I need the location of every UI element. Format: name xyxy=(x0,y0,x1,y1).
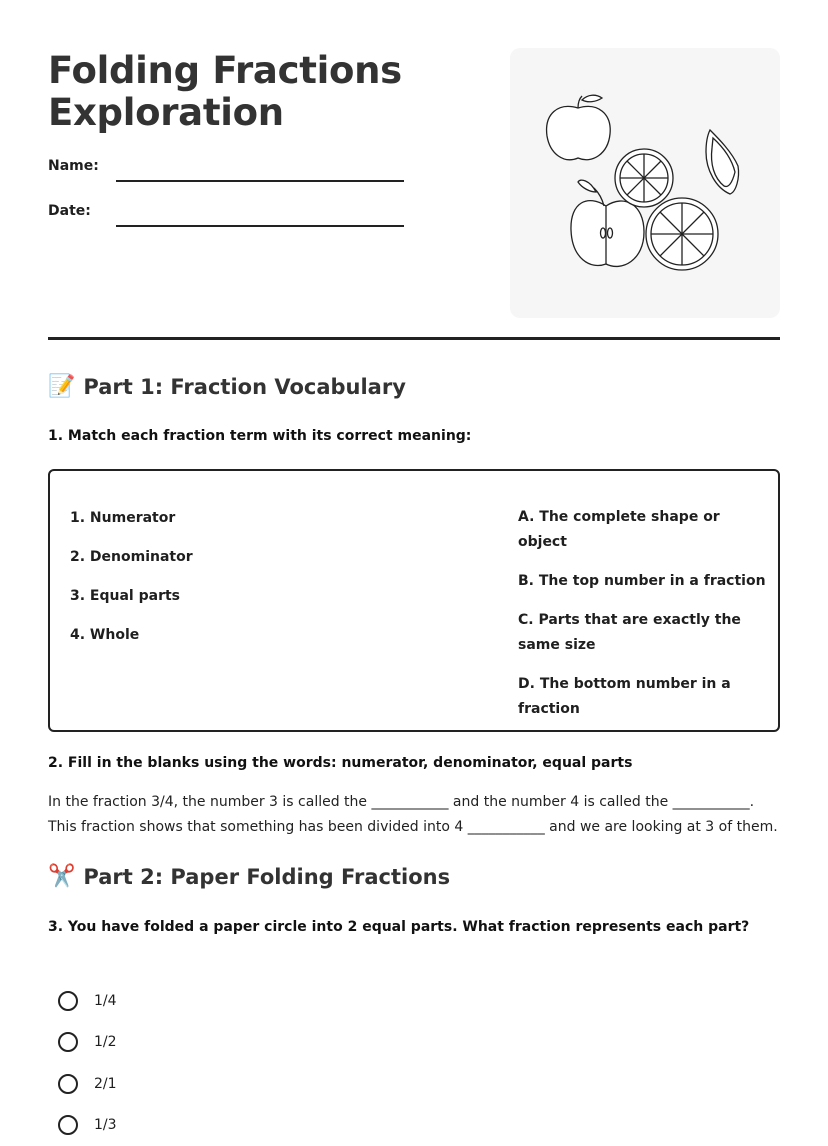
part1-heading xyxy=(48,374,406,399)
page-title xyxy=(48,50,402,134)
section-divider xyxy=(48,337,780,340)
part1-heading-text: Part 1: Fraction Vocabulary xyxy=(83,375,405,399)
option-2-1[interactable] xyxy=(58,1063,117,1105)
fruit-drawing xyxy=(510,48,780,318)
memo-icon: 📝 xyxy=(48,374,75,399)
date-field[interactable] xyxy=(116,225,404,227)
fill-in-paragraph: In the fraction 3/4, the number 3 is called the ___________ and the number 4 is called the ___________. This fraction shows that something has been divided into 4 ___________ and we are looking at 3 of them. xyxy=(48,790,780,840)
radio-button[interactable] xyxy=(58,1032,78,1052)
term-item: 3. Equal parts xyxy=(70,583,193,622)
meaning-item: B. The top number in a fraction xyxy=(518,569,770,594)
question-3: 3. You have folded a paper circle into 2 equal parts. What fraction represents each part? xyxy=(48,919,749,935)
option-label: 1/4 xyxy=(94,993,117,1009)
part2-heading-text: Part 2: Paper Folding Fractions xyxy=(83,865,450,889)
terms-column xyxy=(70,505,193,661)
matching-box xyxy=(48,469,780,732)
half-apple-leaf xyxy=(578,180,596,192)
radio-button[interactable] xyxy=(58,1074,78,1094)
title-line-2: Exploration xyxy=(48,91,284,134)
scissors-icon: ✂️ xyxy=(48,864,75,889)
option-1-4[interactable] xyxy=(58,980,117,1022)
apple-stem xyxy=(578,96,582,108)
part2-heading xyxy=(48,864,450,889)
term-item: 1. Numerator xyxy=(70,505,193,544)
whole-apple xyxy=(547,106,611,159)
title-line-1: Folding Fractions xyxy=(48,49,402,92)
option-1-2[interactable] xyxy=(58,1022,117,1064)
radio-button[interactable] xyxy=(58,1115,78,1135)
option-label: 2/1 xyxy=(94,1076,117,1092)
meaning-item: C. Parts that are exactly the same size xyxy=(518,608,770,658)
term-item: 4. Whole xyxy=(70,622,193,661)
name-field[interactable] xyxy=(116,180,404,182)
name-label: Name: xyxy=(48,158,99,174)
answer-options xyxy=(58,980,117,1146)
question-1: 1. Match each fraction term with its correct meaning: xyxy=(48,428,471,444)
meaning-item: A. The complete shape or object xyxy=(518,505,770,555)
date-label: Date: xyxy=(48,203,91,219)
meanings-column xyxy=(518,505,770,736)
apple-leaf xyxy=(582,95,602,102)
term-item: 2. Denominator xyxy=(70,544,193,583)
meaning-item: D. The bottom number in a fraction xyxy=(518,672,770,722)
radio-button[interactable] xyxy=(58,991,78,1011)
question-2: 2. Fill in the blanks using the words: numerator, denominator, equal parts xyxy=(48,755,632,771)
option-1-3[interactable] xyxy=(58,1105,117,1146)
option-label: 1/3 xyxy=(94,1117,117,1133)
option-label: 1/2 xyxy=(94,1034,117,1050)
fruit-illustration xyxy=(510,48,780,318)
